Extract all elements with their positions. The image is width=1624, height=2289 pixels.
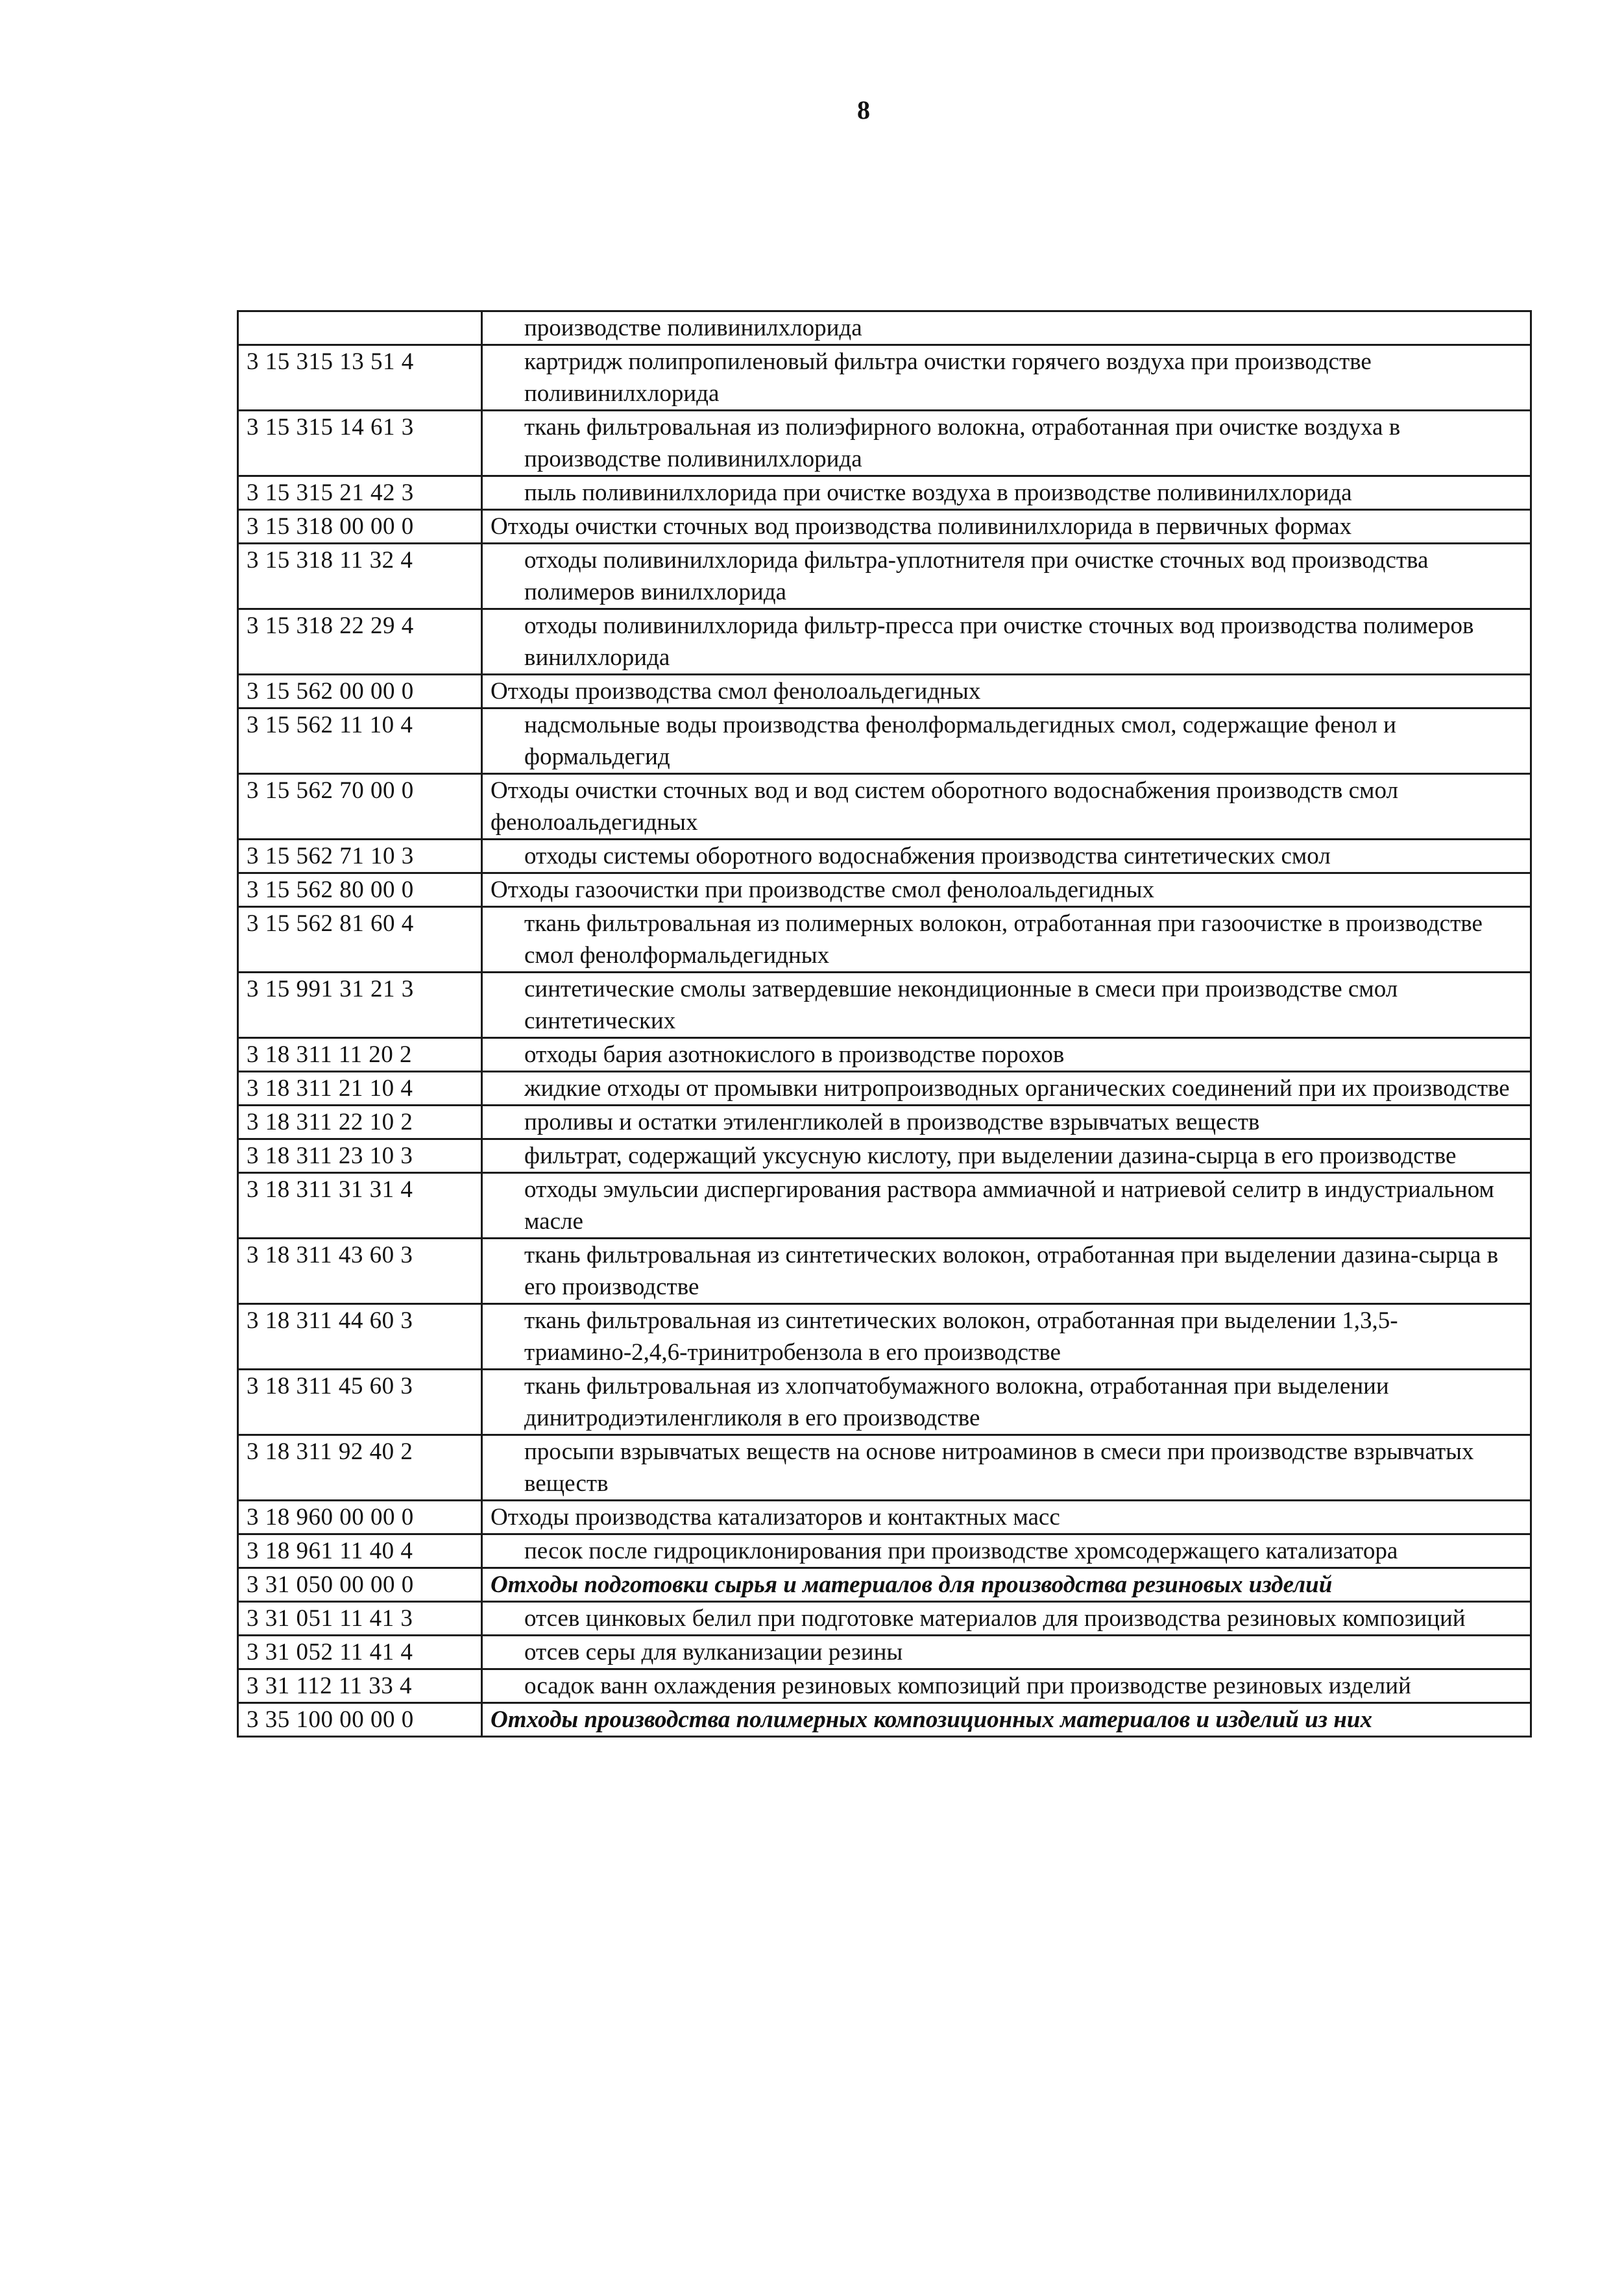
waste-code-cell xyxy=(238,311,482,345)
waste-name-cell: Отходы подготовки сырья и материалов для производства резиновых изделий xyxy=(482,1568,1531,1602)
waste-code-cell: 3 31 052 11 41 4 xyxy=(238,1636,482,1669)
table-row xyxy=(238,510,1531,544)
waste-code-cell: 3 15 562 00 00 0 xyxy=(238,675,482,708)
table-row xyxy=(238,1703,1531,1737)
table-row xyxy=(238,1435,1531,1501)
table-row xyxy=(238,1038,1531,1072)
waste-name-cell: ткань фильтровальная из синтетических волокон, отработанная при выделении дазина-сырца в его производстве xyxy=(482,1239,1531,1304)
waste-name-cell: надсмольные воды производства фенолформальдегидных смол, содержащие фенол и формальдегид xyxy=(482,708,1531,774)
table-row xyxy=(238,873,1531,907)
waste-code-cell: 3 15 318 00 00 0 xyxy=(238,510,482,544)
table-row xyxy=(238,1139,1531,1173)
waste-code-cell: 3 15 562 71 10 3 xyxy=(238,840,482,873)
waste-name-cell: Отходы производства смол фенолоальдегидных xyxy=(482,675,1531,708)
waste-code-cell: 3 18 311 23 10 3 xyxy=(238,1139,482,1173)
table-row xyxy=(238,1239,1531,1304)
table-row xyxy=(238,708,1531,774)
waste-name-cell: отходы системы оборотного водоснабжения производства синтетических смол xyxy=(482,840,1531,873)
waste-code-cell: 3 15 318 11 32 4 xyxy=(238,544,482,609)
waste-name-cell: фильтрат, содержащий уксусную кислоту, при выделении дазина-сырца в его производстве xyxy=(482,1139,1531,1173)
table-row xyxy=(238,1072,1531,1106)
waste-name-cell: ткань фильтровальная из полиэфирного волокна, отработанная при очистке воздуха в производстве поливинилхлорида xyxy=(482,411,1531,476)
table-row xyxy=(238,1106,1531,1139)
table-row xyxy=(238,840,1531,873)
table-row xyxy=(238,345,1531,411)
table-row xyxy=(238,1501,1531,1534)
waste-code-cell: 3 15 562 11 10 4 xyxy=(238,708,482,774)
waste-name-cell: отходы поливинилхлорида фильтра-уплотнителя при очистке сточных вод производства полимеров винилхлорида xyxy=(482,544,1531,609)
table-row xyxy=(238,1669,1531,1703)
table-row xyxy=(238,907,1531,973)
table-row xyxy=(238,774,1531,840)
table-body xyxy=(238,311,1531,1737)
waste-name-cell: Отходы производства полимерных композиционных материалов и изделий из них xyxy=(482,1703,1531,1737)
waste-code-cell: 3 18 961 11 40 4 xyxy=(238,1534,482,1568)
table-row xyxy=(238,411,1531,476)
waste-code-cell: 3 15 991 31 21 3 xyxy=(238,973,482,1038)
waste-name-cell: картридж полипропиленовый фильтра очистки горячего воздуха при производстве поливинилхлорида xyxy=(482,345,1531,411)
waste-code-cell: 3 15 318 22 29 4 xyxy=(238,609,482,675)
waste-name-cell: отсев серы для вулканизации резины xyxy=(482,1636,1531,1669)
waste-name-cell: Отходы очистки сточных вод и вод систем оборотного водоснабжения производств смол фенолоальдегидных xyxy=(482,774,1531,840)
table-row xyxy=(238,1534,1531,1568)
waste-code-cell: 3 18 311 43 60 3 xyxy=(238,1239,482,1304)
waste-code-cell: 3 18 960 00 00 0 xyxy=(238,1501,482,1534)
page-number: 8 xyxy=(857,95,870,125)
waste-code-cell: 3 18 311 22 10 2 xyxy=(238,1106,482,1139)
waste-code-cell: 3 18 311 45 60 3 xyxy=(238,1370,482,1435)
waste-name-cell: отходы эмульсии диспергирования раствора аммиачной и натриевой селитр в индустриальном масле xyxy=(482,1173,1531,1239)
table-row xyxy=(238,973,1531,1038)
waste-code-cell: 3 31 050 00 00 0 xyxy=(238,1568,482,1602)
waste-code-cell: 3 15 315 13 51 4 xyxy=(238,345,482,411)
waste-name-cell: ткань фильтровальная из синтетических волокон, отработанная при выделении 1,3,5-триамино-2,4,6-тринитробензола в его производстве xyxy=(482,1304,1531,1370)
waste-code-cell: 3 15 562 80 00 0 xyxy=(238,873,482,907)
waste-code-cell: 3 18 311 92 40 2 xyxy=(238,1435,482,1501)
waste-name-cell: песок после гидроциклонирования при производстве хромсодержащего катализатора xyxy=(482,1534,1531,1568)
waste-code-cell: 3 15 315 14 61 3 xyxy=(238,411,482,476)
waste-classification-table xyxy=(237,310,1532,1738)
waste-name-cell: пыль поливинилхлорида при очистке воздуха в производстве поливинилхлорида xyxy=(482,476,1531,510)
waste-name-cell: Отходы очистки сточных вод производства поливинилхлорида в первичных формах xyxy=(482,510,1531,544)
table-row xyxy=(238,1568,1531,1602)
waste-name-cell: отходы поливинилхлорида фильтр-пресса при очистке сточных вод производства полимеров винилхлорида xyxy=(482,609,1531,675)
table-row xyxy=(238,1173,1531,1239)
waste-name-cell: просыпи взрывчатых веществ на основе нитроаминов в смеси при производстве взрывчатых веществ xyxy=(482,1435,1531,1501)
waste-code-cell: 3 18 311 21 10 4 xyxy=(238,1072,482,1106)
waste-code-cell: 3 15 562 70 00 0 xyxy=(238,774,482,840)
table-row xyxy=(238,544,1531,609)
waste-code-cell: 3 18 311 44 60 3 xyxy=(238,1304,482,1370)
table-row xyxy=(238,1304,1531,1370)
table-row xyxy=(238,476,1531,510)
waste-code-cell: 3 15 562 81 60 4 xyxy=(238,907,482,973)
table-row xyxy=(238,311,1531,345)
waste-name-cell: производстве поливинилхлорида xyxy=(482,311,1531,345)
waste-code-cell: 3 31 112 11 33 4 xyxy=(238,1669,482,1703)
table-row xyxy=(238,1370,1531,1435)
waste-code-cell: 3 31 051 11 41 3 xyxy=(238,1602,482,1636)
waste-name-cell: осадок ванн охлаждения резиновых композиций при производстве резиновых изделий xyxy=(482,1669,1531,1703)
waste-code-cell: 3 18 311 31 31 4 xyxy=(238,1173,482,1239)
waste-name-cell: ткань фильтровальная из полимерных волокон, отработанная при газоочистке в производстве смол фенолформальдегидных xyxy=(482,907,1531,973)
table-row xyxy=(238,1636,1531,1669)
waste-name-cell: Отходы производства катализаторов и контактных масс xyxy=(482,1501,1531,1534)
waste-name-cell: синтетические смолы затвердевшие некондиционные в смеси при производстве смол синтетических xyxy=(482,973,1531,1038)
table-row xyxy=(238,609,1531,675)
waste-code-cell: 3 35 100 00 00 0 xyxy=(238,1703,482,1737)
waste-name-cell: жидкие отходы от промывки нитропроизводных органических соединений при их производстве xyxy=(482,1072,1531,1106)
waste-name-cell: ткань фильтровальная из хлопчатобумажного волокна, отработанная при выделении динитродиэтиленгликоля в его производстве xyxy=(482,1370,1531,1435)
waste-name-cell: отсев цинковых белил при подготовке материалов для производства резиновых композиций xyxy=(482,1602,1531,1636)
waste-code-cell: 3 15 315 21 42 3 xyxy=(238,476,482,510)
waste-name-cell: Отходы газоочистки при производстве смол фенолоальдегидных xyxy=(482,873,1531,907)
waste-code-cell: 3 18 311 11 20 2 xyxy=(238,1038,482,1072)
table-row xyxy=(238,1602,1531,1636)
table-row xyxy=(238,675,1531,708)
waste-name-cell: отходы бария азотнокислого в производстве порохов xyxy=(482,1038,1531,1072)
waste-name-cell: проливы и остатки этиленгликолей в производстве взрывчатых веществ xyxy=(482,1106,1531,1139)
